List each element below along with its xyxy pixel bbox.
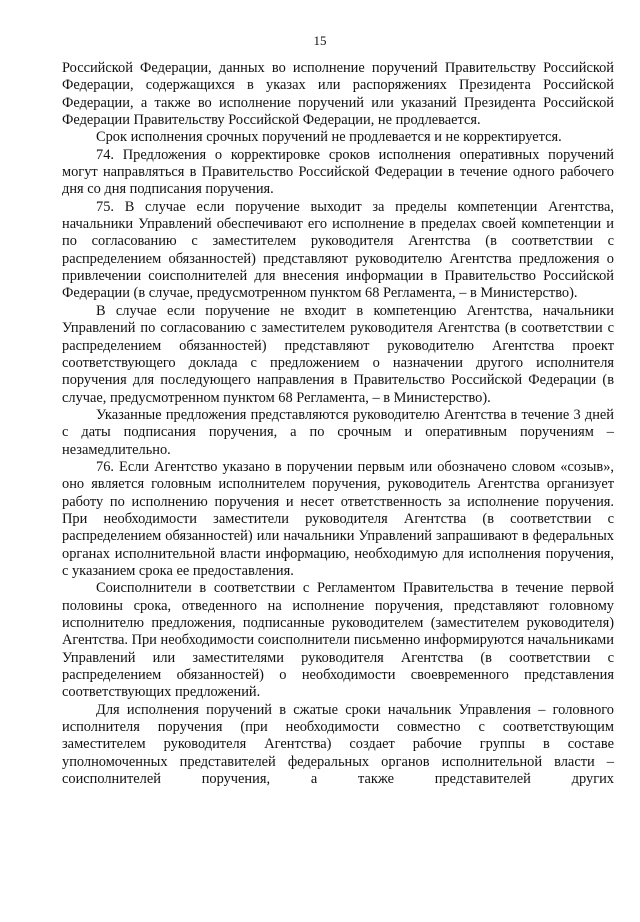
paragraph: Российской Федерации, данных во исполнение поручений Правительству Российской Федерации, содержащихся в указах или распоряжениях Президента Российской Федерации, а также во исполнение поручений или указаний Президента Российской Федерации Правительству Российской Федерации, не продлевается. — [62, 60, 614, 129]
paragraph: Соисполнители в соответствии с Регламентом Правительства в течение первой половины срока, отведенного на исполнение поручения, представляют головному исполнителю предложения, подписанные руководителем (заместителем руководителя) Агентства. При необходимости соисполнители письменно информируются начальниками Управлений или заместителями руководителя Агентства (в соответствии с распределением обязанностей) о необходимости своевременного представления соответствующих предложений. — [62, 580, 614, 701]
paragraph: 76. Если Агентство указано в поручении первым или обозначено словом «созыв», оно является головным исполнителем поручения, руководитель Агентства организует работу по исполнению поручения и несет ответственность за исполнение поручения. При необходимости заместители руководителя Агентства (в соответствии с распределением обязанностей) или начальники Управлений запрашивают в федеральных органах исполнительной власти информацию, необходимую для исполнения поручения, с указанием срока ее предоставления. — [62, 458, 614, 579]
paragraph: Указанные предложения представляются руководителю Агентства в течение 3 дней с даты подписания поручения, а по срочным и оперативным поручениям – незамедлительно. — [62, 406, 614, 458]
page-number: 15 — [313, 33, 327, 48]
paragraph: 75. В случае если поручение выходит за пределы компетенции Агентства, начальники Управлений обеспечивают его исполнение в пределах своей компетенции и по согласованию с заместителем руководителя Агентства (в соответствии с распределением обязанностей) представляют руководителю Агентства предложения о привлечении соисполнителей для внесения информации в Правительство Российской Федерации (в случае, предусмотренном пунктом 68 Регламента, – в Министерство). — [62, 198, 614, 302]
paragraph: В случае если поручение не входит в компетенцию Агентства, начальники Управлений по согласованию с заместителем руководителя Агентства (в соответствии с распределением обязанностей) представляют руководителю Агентства проект соответствующего доклада с предложением о назначении другого исполнителя поручения для последующего направления в Правительство Российской Федерации (в случае, предусмотренном пунктом 68 Регламента, – в Министерство). — [62, 302, 614, 406]
paragraph: 74. Предложения о корректировке сроков исполнения оперативных поручений могут направляться в Правительство Российской Федерации в течение одного рабочего дня со дня подписания поручения. — [62, 146, 614, 198]
document-body — [62, 60, 614, 788]
paragraph: Для исполнения поручений в сжатые сроки начальник Управления – головного исполнителя поручения (при необходимости совместно с соответствующим заместителем руководителя Агентства) создает рабочие группы в составе уполномоченных представителей федеральных органов исполнительной власти – соисполнителей поручения, а также представителей других — [62, 701, 614, 788]
paragraph: Срок исполнения срочных поручений не продлевается и не корректируется. — [96, 129, 562, 146]
